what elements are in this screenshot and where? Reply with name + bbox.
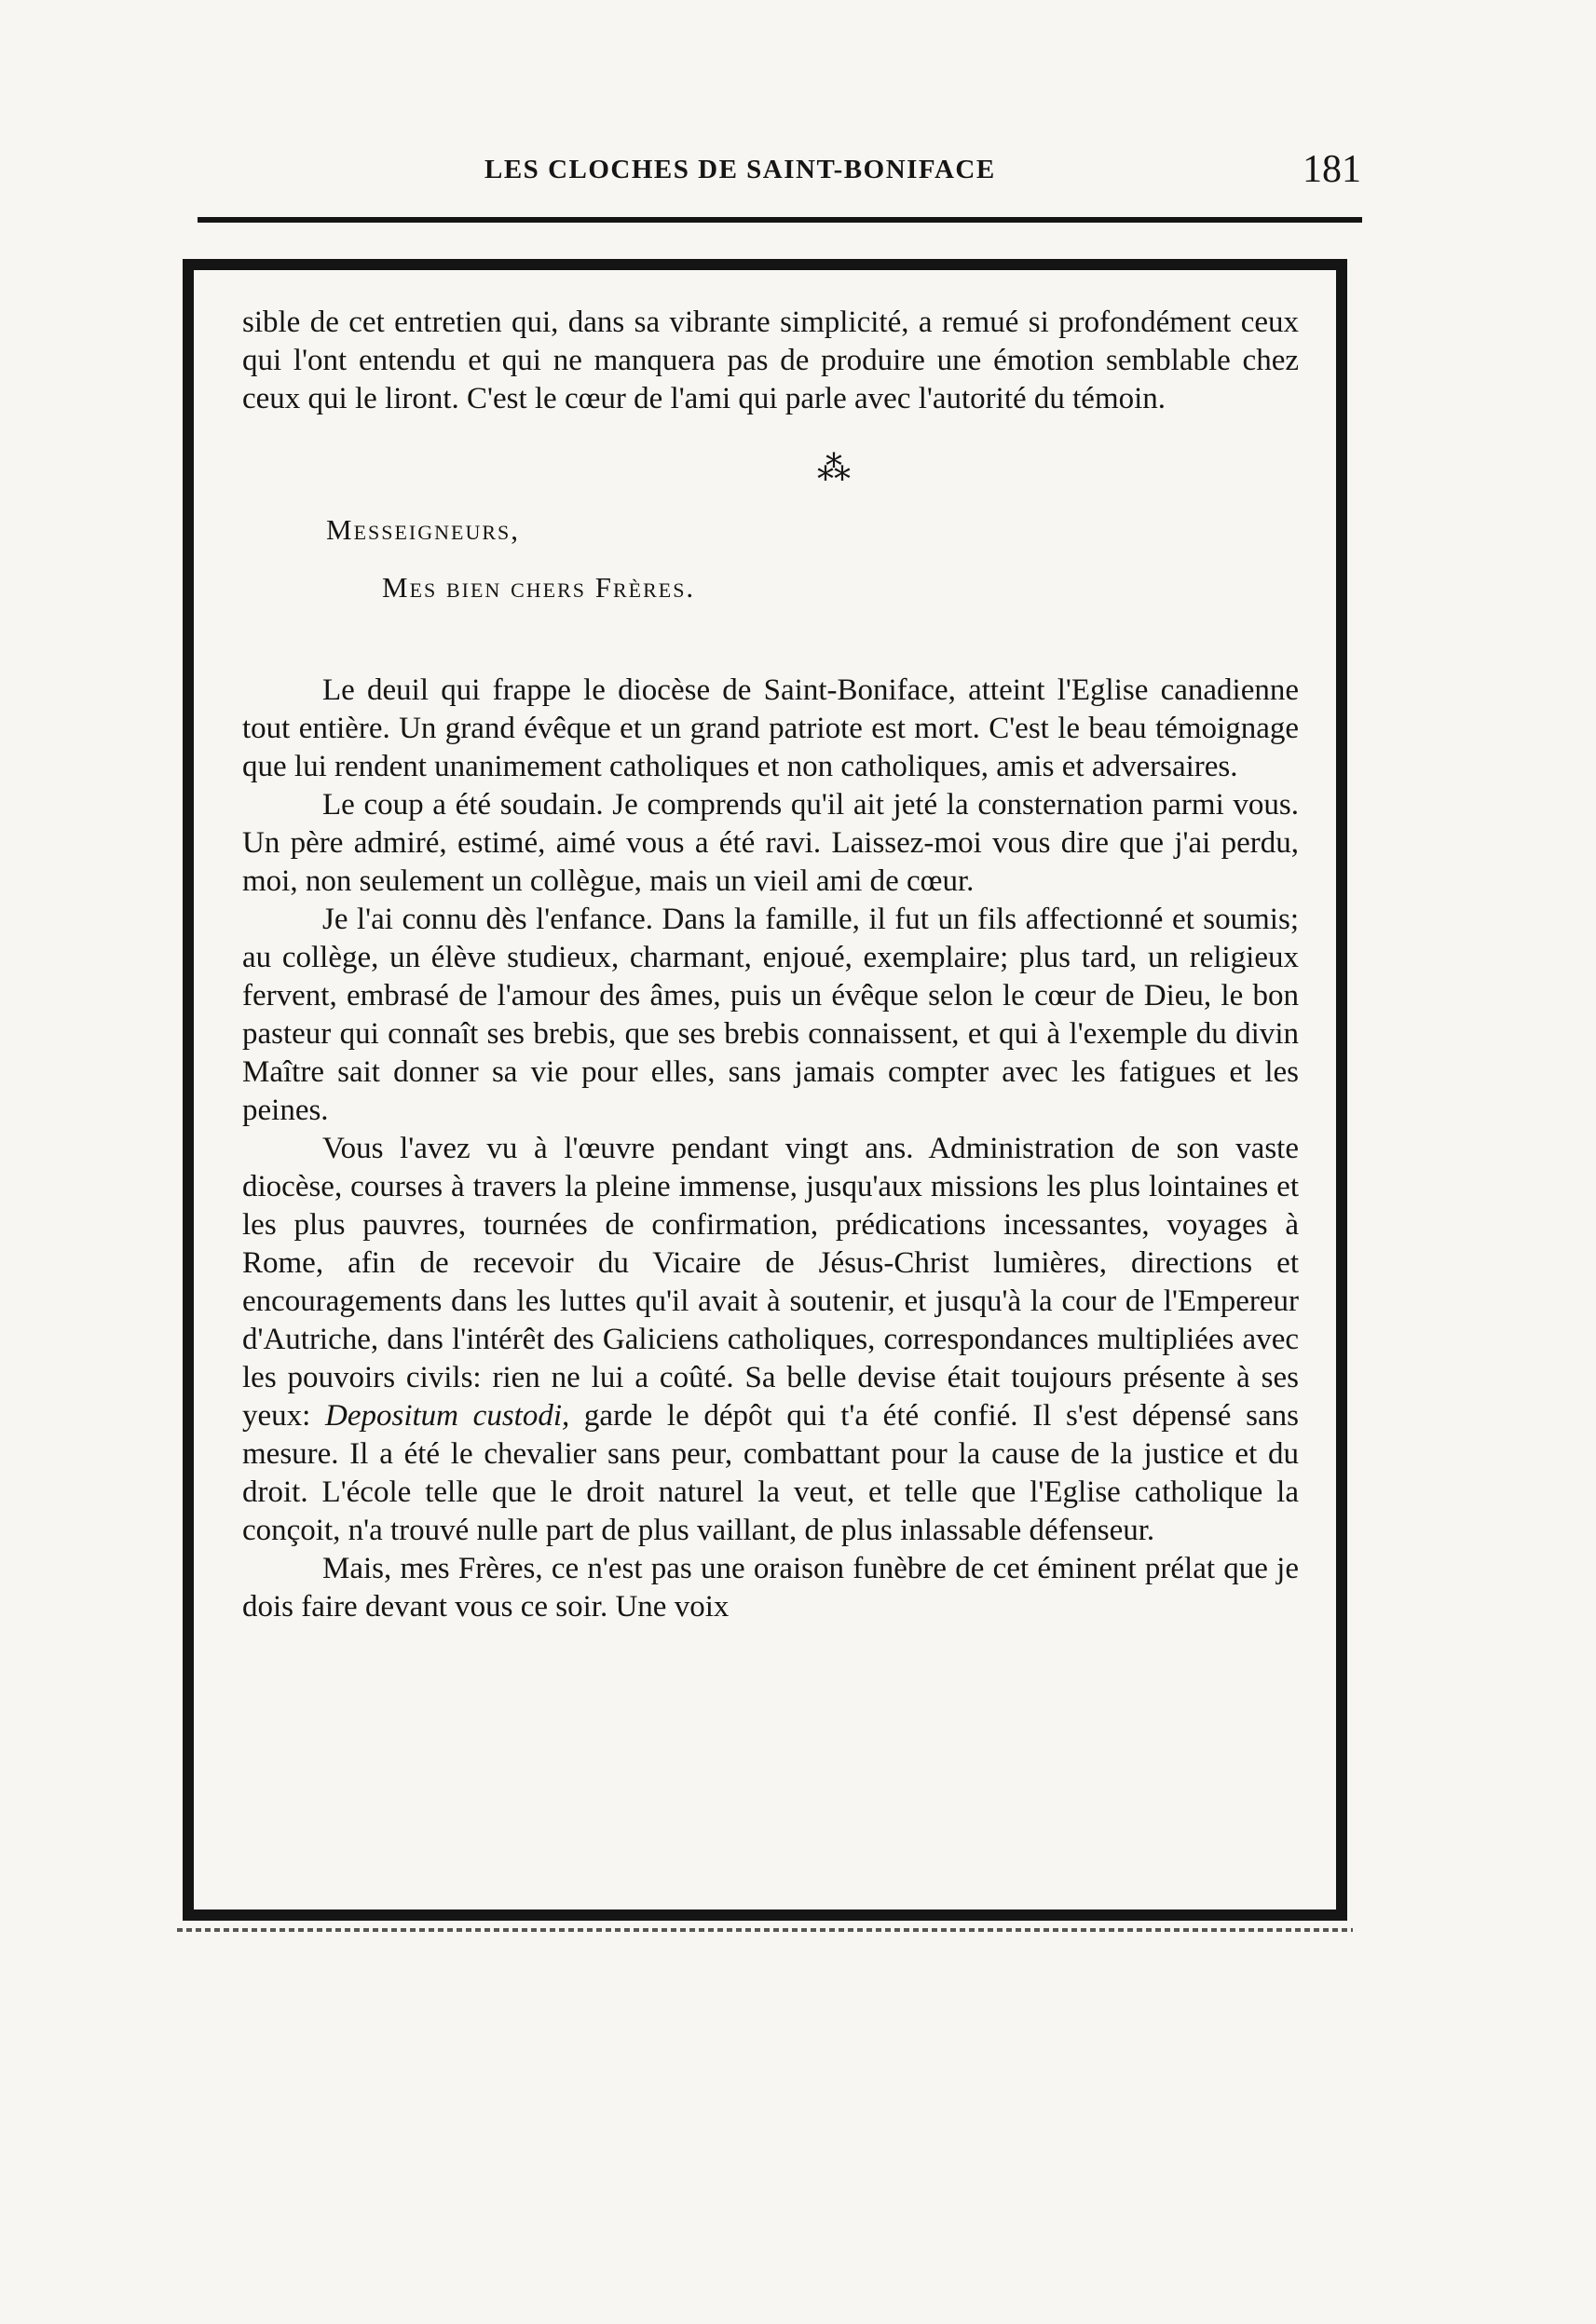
asterism: ⁂: [817, 450, 854, 487]
paragraph-4-text-start: Vous l'avez vu à l'œuvre pendant vingt ans. Administration de son vaste diocèse, courses à travers la pleine immense, jusqu'aux missions les plus lointaines et les plus pauvres, tournées de confirmation, prédications incessantes, voyages à Rome, afin de recevoir du Vicaire de Jésus-Christ lumières, directions et encouragements dans les luttes qu'il avait à soutenir, et jusqu'à la cour de l'Empereur d'Autriche, dans l'intérêt des Galiciens catholiques, correspondances multipliées avec les pouvoirs civils: rien ne lui a coûté. Sa belle devise était toujours présente à ses yeux:: [242, 1132, 1299, 1433]
paragraph-4: [242, 1130, 1299, 1550]
salutation-line-2: Mes bien chers Frères.: [382, 571, 696, 604]
running-title: LES CLOCHES DE SAINT-BONIFACE: [484, 155, 996, 184]
paragraph-5: Mais, mes Frères, ce n'est pas une oraison funèbre de cet éminent prélat que je dois faire devant vous ce soir. Une voix: [242, 1552, 1299, 1624]
paragraph-2: Le coup a été soudain. Je comprends qu'il ait jeté la consternation parmi vous. Un père admiré, estimé, aimé vous a été ravi. Laissez-moi vous dire que j'ai perdu, moi, non seulement un collègue, mais un vieil ami de cœur.: [242, 788, 1299, 898]
salutation-line-1: Messeigneurs,: [326, 513, 520, 546]
page-number: 181: [1303, 148, 1361, 191]
bottom-rule: [177, 1928, 1353, 1932]
text-frame: [183, 259, 1347, 1921]
intro-paragraph: sible de cet entretien qui, dans sa vibrante simplicité, a remué si profondément ceux qui l'ont entendu et qui ne manquera pas de produire une émotion semblable chez ceux qui le liront. C'est le cœur de l'ami qui parle avec l'autorité du témoin.: [242, 306, 1299, 415]
latin-motto: Depositum custodi,: [325, 1399, 570, 1433]
paragraph-3: Je l'ai connu dès l'enfance. Dans la famille, il fut un fils affectionné et soumis; au collège, un élève studieux, charmant, enjoué, exemplaire; plus tard, un religieux fervent, embrasé de l'amour des âmes, puis un évêque selon le cœur de Dieu, le bon pasteur qui connaît ses brebis, que ses brebis connaissent, et qui à l'exemple du divin Maître sait donner sa vie pour elles, sans jamais compter avec les fatigues et les peines.: [242, 903, 1299, 1127]
paragraph-1: Le deuil qui frappe le diocèse de Saint-Boniface, atteint l'Eglise canadienne tout entière. Un grand évêque et un grand patriote est mort. C'est le beau témoignage que lui rendent unanimement catholiques et non catholiques, amis et adversaires.: [242, 673, 1299, 783]
paragraph-4-text-end: garde le dépôt qui t'a été confié. Il s'est dépensé sans mesure. Il a été le chevalier sans peur, combattant pour la cause de la justice et du droit. L'école telle que le droit naturel la veut, et telle que l'Eglise catholique la conçoit, n'a trouvé nulle part de plus vaillant, de plus inlassable défenseur.: [242, 1399, 1299, 1547]
header-rule: [198, 217, 1362, 223]
page-header: [0, 147, 1596, 203]
